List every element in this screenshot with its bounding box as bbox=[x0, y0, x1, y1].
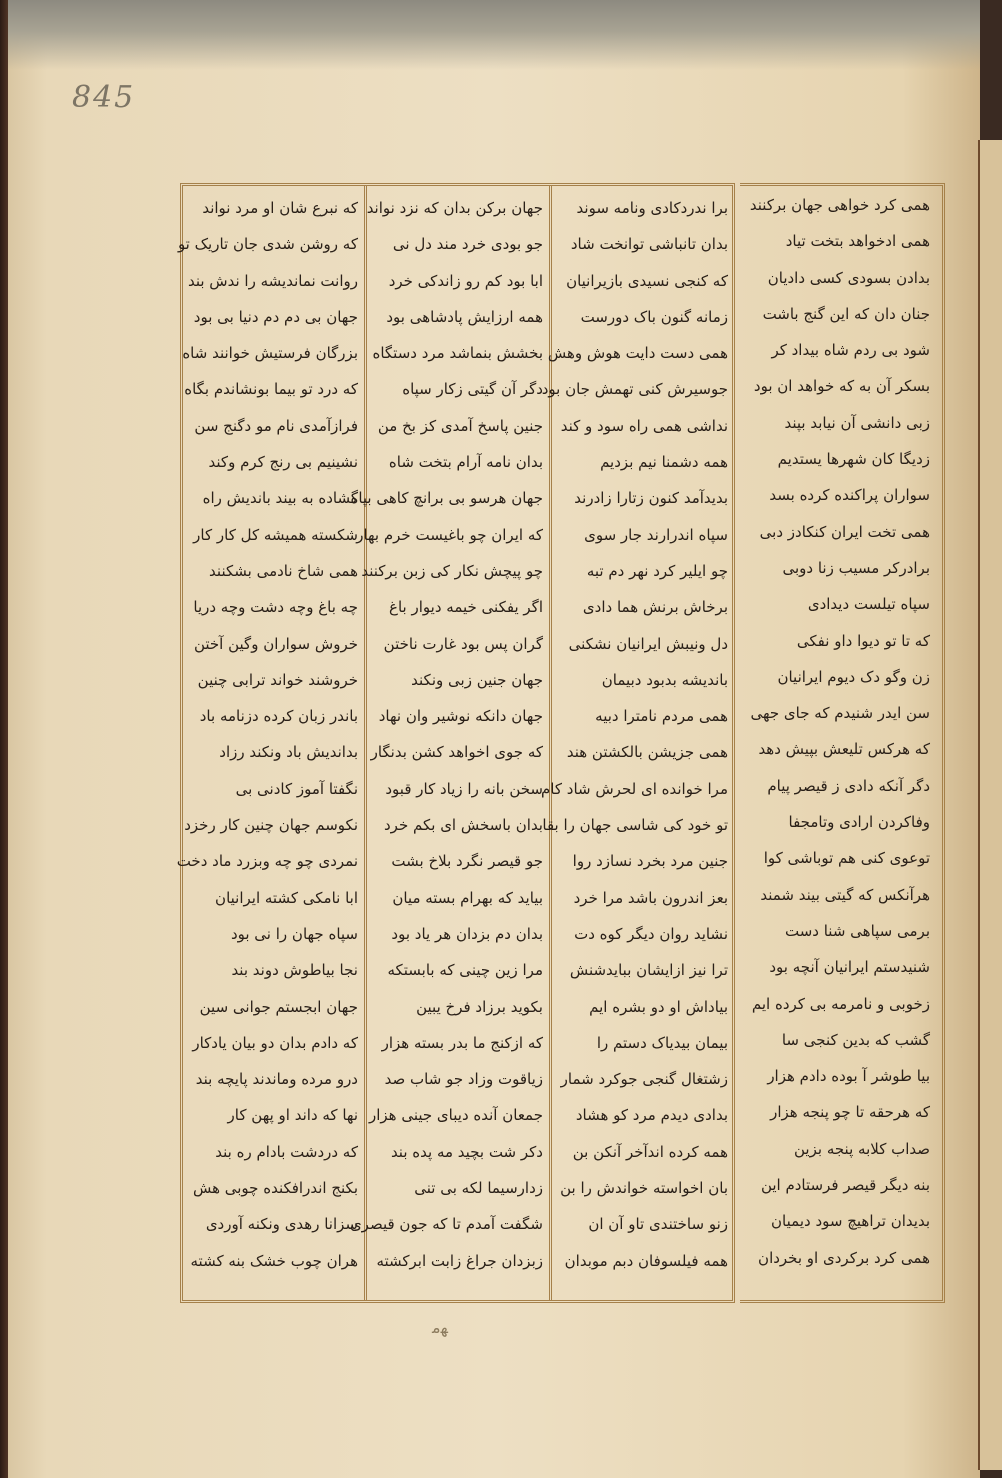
verse-line: جو بودی خرد مند دل نی bbox=[392, 235, 543, 254]
verse-line: بیاداش او دو بشره ایم bbox=[589, 997, 728, 1016]
verse-line: که دادم بدان دو بیان یادکار bbox=[192, 1033, 358, 1052]
verse-line: ترا نیز ازایشان ببایدشنش bbox=[569, 961, 728, 980]
verse-line: که درد تو بیما بونشاندم بگاه bbox=[184, 380, 358, 399]
verse-line: جنین مرد بخرد نسازد روا bbox=[572, 852, 728, 871]
verse-line: بعز اندرون باشد مرا خرد bbox=[573, 888, 728, 907]
verse-line: گشاده به بیند باندیش راه bbox=[202, 489, 358, 508]
verse-line: که کنجی نسیدی بازیرانیان bbox=[566, 271, 728, 290]
verse-line: باندیشه بدبود دبیمان bbox=[601, 670, 728, 689]
verse-line: زنو ساختندی تاو آن ان bbox=[588, 1215, 728, 1234]
verse-line: که تا تو دیوا داو نفکی bbox=[796, 631, 930, 650]
verse-line: صداب کلابه پنجه بزین bbox=[794, 1139, 930, 1158]
text-column-3 bbox=[541, 186, 734, 1300]
verse-line: بدان باسخش ای بکم خرد bbox=[383, 816, 543, 835]
verse-line: ابا نامکی کشته ایرانیان bbox=[215, 888, 358, 907]
verse-line: زدیگا کان شهرها یستدیم bbox=[777, 450, 930, 469]
verse-line: شکسته همیشه کل کار کار bbox=[193, 525, 358, 544]
verse-line: نکوسم جهان چنین کار رخزد bbox=[184, 816, 358, 835]
verse-line: گران پس بود غارت ناختن bbox=[383, 634, 543, 653]
verse-line: درو مرده وماندند پایچه بند bbox=[195, 1070, 358, 1089]
verse-line: سپاه اندرارند جار سوی bbox=[584, 525, 728, 544]
verse-line: خروش سواران وگین آختن bbox=[193, 634, 358, 653]
verse-line: بکوید برزاد فرخ یبین bbox=[416, 997, 543, 1016]
verse-line: نجا بیاطوش دوند بند bbox=[231, 961, 358, 980]
verse-line: همی کرد برکردی او بخردان bbox=[758, 1248, 930, 1267]
verse-line: جهان ابجستم جوانی سین bbox=[199, 997, 358, 1016]
verse-line: برخاش برنش هما دادی bbox=[582, 598, 728, 617]
verse-line: دگر آن گیتی زکار سپاه bbox=[402, 380, 543, 399]
verse-line: بدیدآمد کنون زتارا زادرند bbox=[574, 489, 728, 508]
verse-line: بخشش بنماشد مرد دستگاه bbox=[372, 344, 543, 363]
verse-line: سپاه تیلست دیدادی bbox=[807, 595, 930, 614]
verse-line: زبزدان جراغ زابت ابرکشته bbox=[376, 1251, 543, 1270]
text-column-4-wrap bbox=[740, 183, 960, 1303]
verse-line: همی شاخ نادمی بشکنند bbox=[209, 561, 358, 580]
verse-line: نمردی چو چه وبزرد ماد دخت bbox=[176, 852, 358, 871]
verse-line: نگفتا آموز کادنی بی bbox=[235, 779, 358, 798]
verse-line: همی دست دایت هوش وهش bbox=[547, 344, 728, 363]
verse-line: نها که داند او پهن کار bbox=[227, 1106, 358, 1125]
verse-line: زدارسیما لکه بی تنی bbox=[414, 1179, 543, 1198]
verse-line: زن وگو دک دیوم ایرانیان bbox=[777, 667, 930, 686]
verse-line: که هرحقه تا چو پنجه هزار bbox=[770, 1103, 930, 1122]
verse-line: که روشن شدی جان تاریک تو bbox=[177, 235, 358, 254]
facing-page-edge bbox=[978, 140, 1002, 1470]
verse-line: همی جزیشن بالکشتن هند bbox=[566, 743, 728, 762]
verse-line: جنان دان که این گنج باشت bbox=[762, 304, 930, 323]
verse-line: جو قیصر نگرد بلاخ بشت bbox=[391, 852, 543, 871]
verse-line: جوسیرش کنی تهمش جان بود bbox=[541, 380, 728, 399]
catchword: ﻬﻣ bbox=[432, 1318, 448, 1337]
verse-line: وفاکردن ارادی وتامجفا bbox=[788, 813, 930, 832]
verse-line: زشتغال گنجی جوکرد شمار bbox=[560, 1070, 728, 1089]
column-divider bbox=[364, 186, 367, 1300]
verse-line: تو خود کی شاسی جهان را بقا bbox=[542, 816, 728, 835]
verse-line: نشینیم بی رنج کرم وکند bbox=[208, 453, 358, 472]
verse-line: بکنج اندرافکنده چوبی هش bbox=[192, 1179, 358, 1198]
verse-line: همی مردم نامترا دبیه bbox=[595, 707, 728, 726]
verse-line: اگر یفکنی خیمه دیوار باغ bbox=[389, 598, 543, 617]
verse-line: که جوی اخواهد کشن بدنگار bbox=[370, 743, 543, 762]
verse-line: جهان بی دم دم دنیا بی بود bbox=[193, 307, 358, 326]
verse-line: همی تخت ایران کنکادز دبی bbox=[759, 522, 930, 541]
verse-line: زبی دانشی آن نیابد بپند bbox=[784, 413, 930, 432]
verse-line: دگر آنکه دادی ز قیصر پیام bbox=[767, 776, 930, 795]
verse-line: دکر شت بچید مه پده بند bbox=[390, 1142, 543, 1161]
text-frame bbox=[176, 183, 735, 1303]
verse-line: که هرکس تلیعش بپیش دهد bbox=[758, 740, 930, 759]
verse-line: همه کرده اندآخر آنکن بن bbox=[572, 1142, 728, 1161]
text-column-1 bbox=[176, 186, 364, 1300]
verse-line: سزانا رهدی ونکنه آوردی bbox=[205, 1215, 358, 1234]
verse-line: نداشی همی راه سود و کند bbox=[560, 416, 728, 435]
verse-line: توعوی کنی هم توباشی کوا bbox=[763, 849, 930, 868]
verse-line: سن ایدر شنیدم که جای جهی bbox=[750, 704, 930, 723]
verse-line: برا ندردکادی ونامه سوند bbox=[576, 199, 728, 217]
verse-line: چه باغ وچه دشت وچه دریا bbox=[193, 598, 358, 617]
verse-line: که ایران چو باغیست خرم بهار bbox=[356, 525, 543, 544]
verse-line: بدان نامه آرام بتخت شاه bbox=[388, 453, 543, 472]
verse-line: شگفت آمدم تا که جون قیصری bbox=[349, 1215, 543, 1234]
text-column-2 bbox=[349, 186, 549, 1300]
verse-line: برمی سپاهی شنا دست bbox=[784, 921, 930, 940]
verse-line: هران چوب خشک بنه کشته bbox=[190, 1251, 358, 1270]
verse-line: برادرکر مسیب زنا دوبی bbox=[782, 558, 930, 577]
verse-line: بان اخواسته خواندش را بن bbox=[560, 1179, 728, 1198]
top-stain bbox=[8, 0, 980, 70]
verse-line: همی ادخواهد بتخت تیاد bbox=[785, 232, 930, 251]
verse-line: جهان هرسو بی برانچ کاهی بپاه bbox=[350, 489, 543, 508]
verse-line: بیمان بیدیاک دستم را bbox=[596, 1033, 728, 1052]
verse-line: نشاید روان دیگر کوه دت bbox=[574, 924, 728, 943]
verse-line: روانت نماندیشه را ندش بند bbox=[187, 271, 358, 290]
verse-line: مرا زین چینی که بابستکه bbox=[387, 961, 543, 980]
verse-line: سواران پراکنده کرده بسد bbox=[769, 486, 930, 505]
verse-line: بدیدان تراهیچ سود دیمیان bbox=[771, 1212, 930, 1231]
verse-line: بدان تانباشی توانخت شاد bbox=[570, 235, 728, 254]
verse-line: بسکر آن به که خواهد ان بود bbox=[753, 377, 930, 396]
verse-line: همی کرد خواهی جهان برکنند bbox=[749, 196, 930, 214]
verse-line: بداندیش باد ونکند رزاد bbox=[219, 743, 358, 762]
verse-line: گشب که بدین کنجی سا bbox=[781, 1030, 930, 1049]
verse-line: جهان جنین زبی ونکند bbox=[411, 670, 543, 689]
verse-line: جنین پاسخ آمدی کز بخ من bbox=[377, 416, 543, 435]
verse-line: سخن بانه را زیاد کار قبود bbox=[385, 779, 543, 798]
verse-line: زخوبی و نامرمه بی کرده ایم bbox=[751, 994, 930, 1013]
verse-line: جمعان آنده دیبای جینی هزار bbox=[368, 1106, 543, 1125]
verse-line: چو ایلیر کرد نهر دم تبه bbox=[586, 561, 728, 580]
verse-line: باندر زبان کرده دزنامه باد bbox=[199, 707, 358, 726]
verse-line: که دردشت بادام ره بند bbox=[215, 1142, 358, 1161]
verse-line: خروشند خواند ترابی چنین bbox=[197, 670, 358, 689]
verse-line: همه فیلسوفان دبم موبدان bbox=[564, 1251, 728, 1270]
verse-line: بدادن بسودی کسی دادیان bbox=[767, 268, 930, 287]
verse-line: زمانه گنون باک دورست bbox=[580, 307, 728, 326]
verse-line: ابا بود کم رو زاندکی خرد bbox=[388, 271, 543, 290]
verse-line: همه ارزایش پادشاهی بود bbox=[386, 307, 543, 326]
verse-line: بنه دیگر قیصر فرستادم این bbox=[760, 1176, 930, 1195]
verse-line: بدادی دیدم مرد کو هشاد bbox=[575, 1106, 728, 1125]
verse-line: شنیدستم ایرانیان آنچه بود bbox=[769, 958, 930, 977]
verse-line: همه دشمنا نیم بزدیم bbox=[600, 453, 728, 472]
verse-line: جهان برکن بدان که نزد نواند bbox=[366, 199, 543, 217]
verse-line: سپاه جهان را نی بود bbox=[230, 924, 358, 943]
verse-line: بزرگان فرستیش خوانند شاه bbox=[182, 344, 358, 363]
verse-line: هرآنکس که گیتی بیند شمند bbox=[760, 885, 930, 904]
verse-line: که نبرع شان او مرد نواند bbox=[202, 199, 358, 217]
verse-line: جهان دانکه نوشیر وان نهاد bbox=[378, 707, 543, 726]
folio-number: 845 bbox=[72, 80, 136, 115]
verse-line: که ازکنج ما بدر بسته هزار bbox=[381, 1033, 543, 1052]
verse-line: فرازآمدی نام مو دگنج سن bbox=[194, 416, 358, 435]
text-column-4 bbox=[740, 187, 936, 1276]
verse-line: بدان دم بزدان هر یاد بود bbox=[391, 924, 543, 943]
verse-line: زیاقوت وزاد جو شاب صد bbox=[384, 1070, 543, 1089]
verse-line: بیاید که بهرام بسته میان bbox=[392, 888, 543, 907]
verse-line: مرا خوانده ای لحرش شاد کام bbox=[541, 779, 728, 798]
verse-line: دل ونیبش ایرانیان نشکنی bbox=[568, 634, 728, 653]
verse-line: بیا طوشر آ بوده دادم هزار bbox=[767, 1067, 930, 1086]
verse-line: شود بی ردم شاه بیداد کر bbox=[771, 341, 930, 360]
verse-line: چو پیچش نکار کی زبن برکنند bbox=[361, 561, 543, 580]
